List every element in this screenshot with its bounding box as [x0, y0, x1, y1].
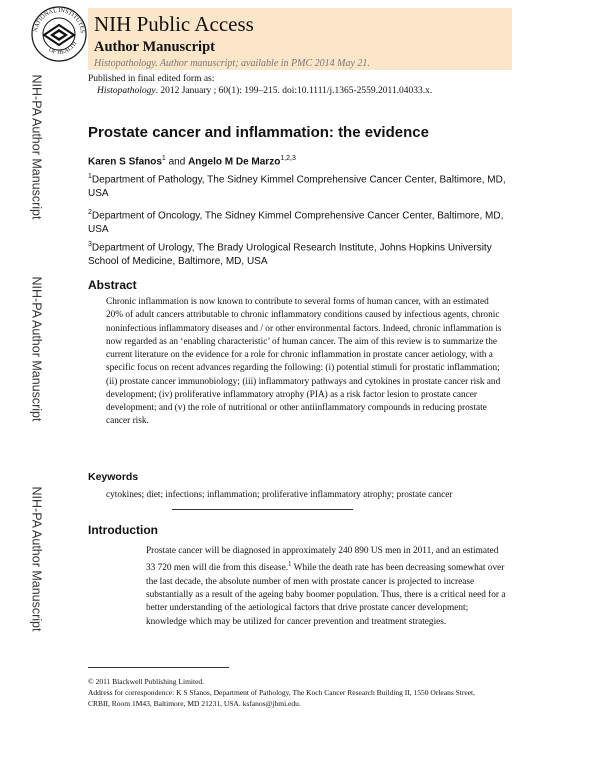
side-watermark: NIH-PA Author Manuscript: [29, 486, 43, 632]
keywords-text: cytokines; diet; infections; inflammation; proliferative inflammatory atrophy; prostate cancer: [106, 490, 453, 500]
keywords-heading: Keywords: [88, 471, 139, 483]
svg-text:NATIONAL INSTITUTES: NATIONAL INSTITUTES: [33, 7, 86, 34]
article-title: Prostate cancer and inflammation: the evidence: [88, 124, 429, 141]
correspondence-address: Address for correspondence: K S Sfanos, Department of Pathology, The Koch Cancer Research Building II, 1550 Orleans Street, CRBII, Room 1M43, Baltimore, MD 21231, USA. ksfanos@jhmi.edu.: [88, 688, 475, 708]
affiliation: $^1$Department of Pathology, The Sidney Kimmel Comprehensive Cancer Center, Baltimore, MD, USA: [88, 173, 506, 200]
affiliation: $^2$Department of Oncology, The Sidney Kimmel Comprehensive Cancer Center, Baltimore, MD, USA: [88, 209, 504, 236]
nih-logo: [30, 5, 88, 63]
banner-title: NIH Public Access: [94, 12, 254, 36]
author-name: Angelo M De Marzo: [188, 156, 281, 168]
section-divider: [172, 509, 353, 510]
abstract-heading: Abstract: [88, 278, 137, 292]
banner-subtitle: Author Manuscript: [94, 39, 215, 55]
affiliation: $^3$Department of Urology, The Brady Urological Research Institute, Johns Hopkins University School of Medicine, Baltimore, MD, USA: [88, 241, 492, 268]
published-citation: [97, 86, 432, 96]
introduction-text: Prostate cancer will be diagnosed in approximately 240 890 US men in 2011, and an estimated 33 720 men will die from this disease.$^1$ While the death rate has been decreasing somewhat over the last decade, the absolute number of men with prostate cancer is projected to increase substantially as a result of the ageing baby boomer population. Thus, there is a critical need for a better understanding of the aetiological factors that drive prostate cancer development; knowledge which may be utilized for cancer prevention and treatment strategies.: [146, 546, 506, 627]
abstract-text: Chronic inflammation is now known to contribute to several forms of human cancer, with an estimated 20% of adult cancers attributable to chronic inflammatory conditions caused by infectious agents, chronic noninfectious inflammatory diseases and / or other environmental factors. Indeed, chronic inflammation is now regarded as an ‘enabling characteristic’ of human cancer. The aim of this review is to summarize the current literature on the evidence for a role for chronic inflammation in prostate cancer aetiology, with a specific focus on recent advances regarding the following: (i) potential stimuli for prostatic inflammation; (ii) prostate cancer immunobiology; (iii) inflammatory pathways and cytokines in prostate cancer risk and development; (iv) proliferative inflammatory atrophy (PIA) as a risk factor lesion to prostate cancer development; and (v) the role of nutritional or other antiinflammatory compounds in reducing prostate cancer risk.: [106, 297, 502, 427]
author-list: Karen S Sfanos$^1$ and Angelo M De Marzo$^{1,2,3}$: [88, 155, 296, 168]
side-watermark: NIH-PA Author Manuscript: [29, 74, 43, 220]
footnote-divider: [88, 667, 229, 668]
svg-text:OF HEALTH: OF HEALTH: [47, 40, 79, 56]
banner-citation: Histopathology. Author manuscript; available in PMC 2014 May 21.: [94, 58, 370, 69]
side-watermark: NIH-PA Author Manuscript: [29, 276, 43, 422]
nih-banner: [88, 8, 512, 70]
introduction-heading: Introduction: [88, 523, 158, 537]
citation-details: . 2012 January ; 60(1): 199–215. doi:10.1111/j.1365-2559.2011.04033.x.: [155, 86, 433, 96]
copyright-notice: © 2011 Blackwell Publishing Limited.: [88, 677, 205, 686]
published-label: Published in final edited form as:: [88, 74, 215, 84]
journal-name: Histopathology: [97, 86, 156, 96]
author-name: Karen S Sfanos: [88, 156, 162, 168]
